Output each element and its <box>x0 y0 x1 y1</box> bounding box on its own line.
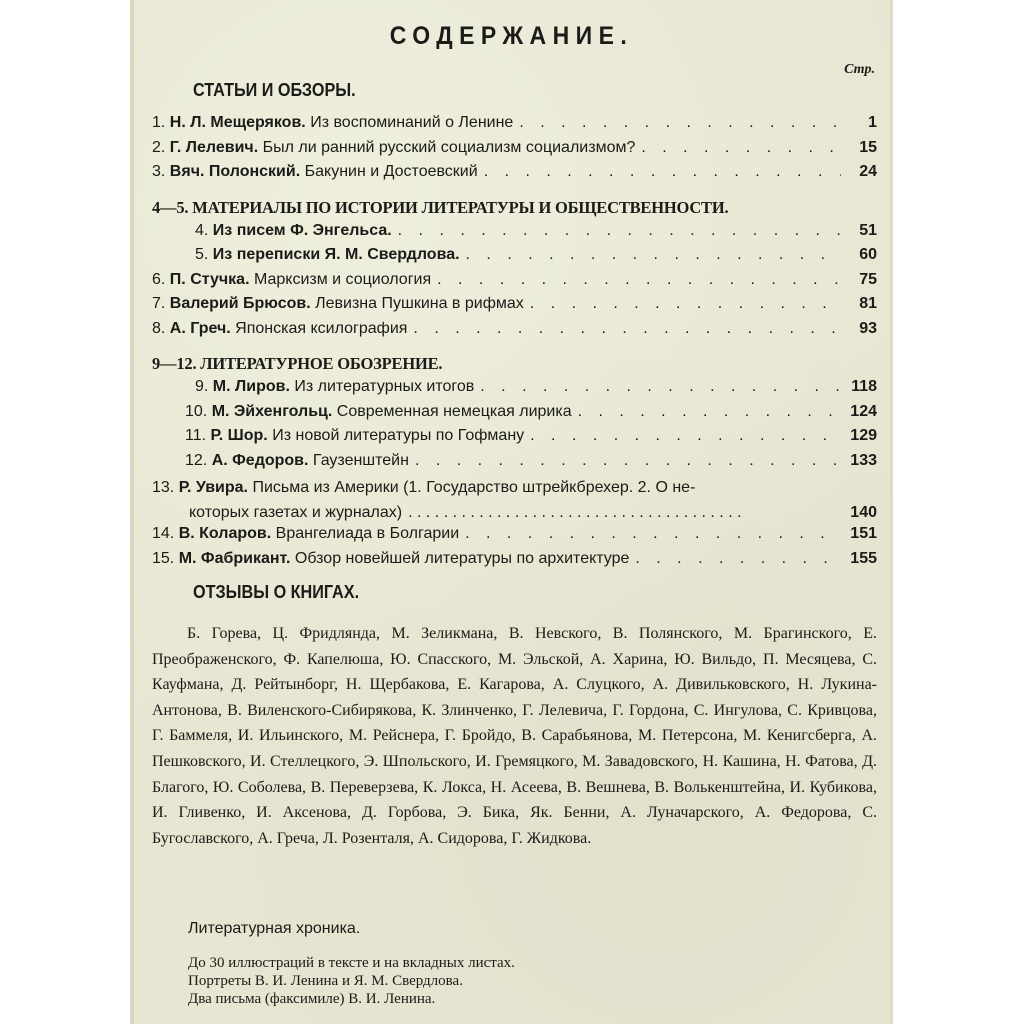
entry-title: Из воспоминаний о Ленине <box>310 114 514 131</box>
entry-title: Японская ксилография <box>235 319 408 337</box>
entry-title: Левизна Пушкина в рифмах <box>315 295 524 312</box>
entry-title: Из новой литературы по Гофману <box>272 427 525 444</box>
entry-title-line1: Письма из Америки (1. Государство штрейкбрехер. 2. О не- <box>252 479 696 496</box>
toc-entry-multiline[interactable] <box>152 476 877 525</box>
entry-page: 118 <box>851 378 877 395</box>
entry-title: Бакунин и Достоевский <box>304 163 478 180</box>
page-column-label: Стр. <box>844 62 875 77</box>
note-line: До 30 иллюстраций в тексте и на вкладных листах. <box>188 955 515 971</box>
entry-number: 2. <box>152 138 166 156</box>
group-heading-materials: 4—5. МАТЕРИАЛЫ ПО ИСТОРИИ ЛИТЕРАТУРЫ И ОБЩЕСТВЕННОСТИ. <box>152 197 729 217</box>
leader-dots <box>578 403 841 421</box>
section-articles-heading: СТАТЬИ И ОБЗОРЫ. <box>193 80 356 100</box>
note-line: Портреты В. И. Ленина и Я. М. Свердлова. <box>188 973 463 989</box>
toc-entry[interactable] <box>152 403 877 428</box>
entry-author: А. Греч. <box>169 319 231 337</box>
entry-number: 14. <box>152 525 175 542</box>
entry-author: Р. Шор. <box>210 427 268 444</box>
reviews-author-list: Б. Горева, Ц. Фридлянда, М. Зеликмана, В. Невского, В. Полянского, М. Брагинского, Е. Преображенского, Ф. Капелюша, Ю. Спасского, М. Эльской, А. Харина, Ю. Вильдо, П. Месяцева, С. Кауфмана, Д. Рейтынборг, Н. Щербакова, Е. Кагарова, А. Слуцкого, А. Дивильковского, Н. Лукина-Антонова, В. Виленского-Сибирякова, К. Злинченко, Г. Лелевича, Г. Гордона, С. Ингулова, С. Кривцова, Г. Баммеля, И. Ильинского, М. Рейснера, Г. Бройдо, В. Сарабьянова, М. Петерсона, М. Кенигсберга, А. Пешковского, И. Стеллецкого, Э. Шпольского, И. Гремяцкого, М. Завадовского, Н. Кашина, Н. Фатова, Д. Благого, Ю. Соболева, В. Переверзева, К. Локса, Н. Асеева, В. Вешнева, В. Волькенштейна, И. Кубикова, И. Гливенко, И. Аксенова, Д. Горбова, Э. Бика, Як. Бенни, А. Луначарского, А. Федорова, С. Бугославского, А. Греча, Л. Розенталя, А. Сидорова, Г. Жидкова. <box>152 625 877 847</box>
toc-entry[interactable] <box>152 246 877 271</box>
leader-dots <box>398 222 841 240</box>
entry-page: 51 <box>859 221 877 239</box>
entry-author: М. Фабрикант. <box>178 549 291 567</box>
note-line: Два письма (факсимиле) В. И. Ленина. <box>188 991 436 1007</box>
illustration-notes <box>188 954 515 1008</box>
entry-title: Был ли ранний русский социализм социализмом? <box>262 138 636 156</box>
group-heading-literary-review: 9—12. ЛИТЕРАТУРНОЕ ОБОЗРЕНИЕ. <box>152 354 443 373</box>
toc-entry[interactable] <box>152 550 877 575</box>
leader-dots <box>415 452 841 470</box>
toc-entry[interactable] <box>152 295 877 320</box>
entry-author: Н. Л. Мещеряков. <box>169 114 306 131</box>
leader-dots: . . . . . . . . . . . . . . . . . . . . . . . . . . . . . . . . . . . . . . <box>408 503 742 521</box>
entry-number: 7. <box>152 295 166 312</box>
page-title: СОДЕРЖАНИЕ. <box>389 22 634 50</box>
entry-page: 93 <box>859 319 877 337</box>
entry-number: 15. <box>152 549 175 567</box>
leader-dots <box>437 271 841 289</box>
toc-entry[interactable] <box>152 427 877 452</box>
entry-number: 11. <box>185 427 207 444</box>
leader-dots <box>484 163 841 181</box>
entry-author: Р. Увира. <box>178 479 248 496</box>
entry-page: 81 <box>859 295 877 312</box>
entry-page: 124 <box>850 402 877 420</box>
entry-number: 6. <box>152 270 166 288</box>
toc-entry[interactable] <box>152 114 877 139</box>
entry-page: 129 <box>850 427 877 444</box>
toc-entry[interactable] <box>152 452 877 477</box>
leader-dots <box>635 550 841 568</box>
entry-page: 24 <box>859 163 877 180</box>
toc-entry[interactable] <box>152 163 877 188</box>
entry-author: Вяч. Полонский. <box>169 163 301 180</box>
toc-entry[interactable] <box>152 271 877 296</box>
entry-number: 12. <box>185 451 208 469</box>
entry-title-line2: которых газетах и журналах) <box>189 503 403 521</box>
leader-dots <box>466 246 841 264</box>
leader-dots <box>465 525 841 543</box>
entry-title: Обзор новейшей литературы по архитектуре <box>294 549 630 567</box>
leader-dots <box>641 139 841 157</box>
entry-page: 60 <box>859 246 877 263</box>
entry-number: 5. <box>195 246 209 263</box>
entry-page: 151 <box>850 525 877 542</box>
entry-author: А. Федоров. <box>211 451 309 469</box>
literary-chronicle[interactable]: Литературная хроника. <box>188 920 361 937</box>
entry-number: 8. <box>152 319 166 337</box>
entry-number: 10. <box>185 402 208 420</box>
toc-entry[interactable] <box>152 378 877 403</box>
entry-number: 9. <box>195 378 209 395</box>
entry-author: М. Лиров. <box>212 378 290 395</box>
entry-page: 1 <box>868 114 877 131</box>
toc-entry[interactable] <box>152 525 877 550</box>
entry-page: 15 <box>859 138 877 156</box>
entry-title: Гаузенштейн <box>312 451 409 469</box>
entry-title: Современная немецкая лирика <box>336 402 572 420</box>
entry-number: 1. <box>152 114 166 131</box>
entry-page: 140 <box>850 503 877 521</box>
entry-title: Врангелиада в Болгарии <box>275 525 460 542</box>
entry-author: В. Коларов. <box>178 525 272 542</box>
entry-author: Г. Лелевич. <box>169 138 259 156</box>
entry-author: Валерий Брюсов. <box>169 295 311 312</box>
toc-entry[interactable] <box>152 139 877 164</box>
book-page <box>130 0 893 1024</box>
entry-title: Из литературных итогов <box>294 378 475 395</box>
entry-page: 75 <box>859 270 877 288</box>
entry-author: П. Стучка. <box>169 270 250 288</box>
leader-dots <box>413 320 841 338</box>
toc-entry[interactable] <box>152 320 877 345</box>
entry-number: 3. <box>152 163 166 180</box>
leader-dots <box>519 114 841 132</box>
entry-title: Марксизм и социология <box>253 270 432 288</box>
entry-page: 155 <box>850 549 877 567</box>
entry-number: 4. <box>195 221 209 239</box>
entry-page: 133 <box>850 451 877 469</box>
entry-number: 13. <box>152 479 175 496</box>
entry-title: Из переписки Я. М. Свердлова. <box>212 246 460 263</box>
toc-entry[interactable] <box>152 222 877 247</box>
leader-dots <box>480 378 841 396</box>
leader-dots <box>530 295 841 313</box>
leader-dots <box>530 427 841 445</box>
entry-title: Из писем Ф. Энгельса. <box>212 221 392 239</box>
toc-list <box>152 114 877 574</box>
section-reviews-heading: ОТЗЫВЫ О КНИГАХ. <box>193 582 360 602</box>
entry-author: М. Эйхенгольц. <box>211 402 333 420</box>
